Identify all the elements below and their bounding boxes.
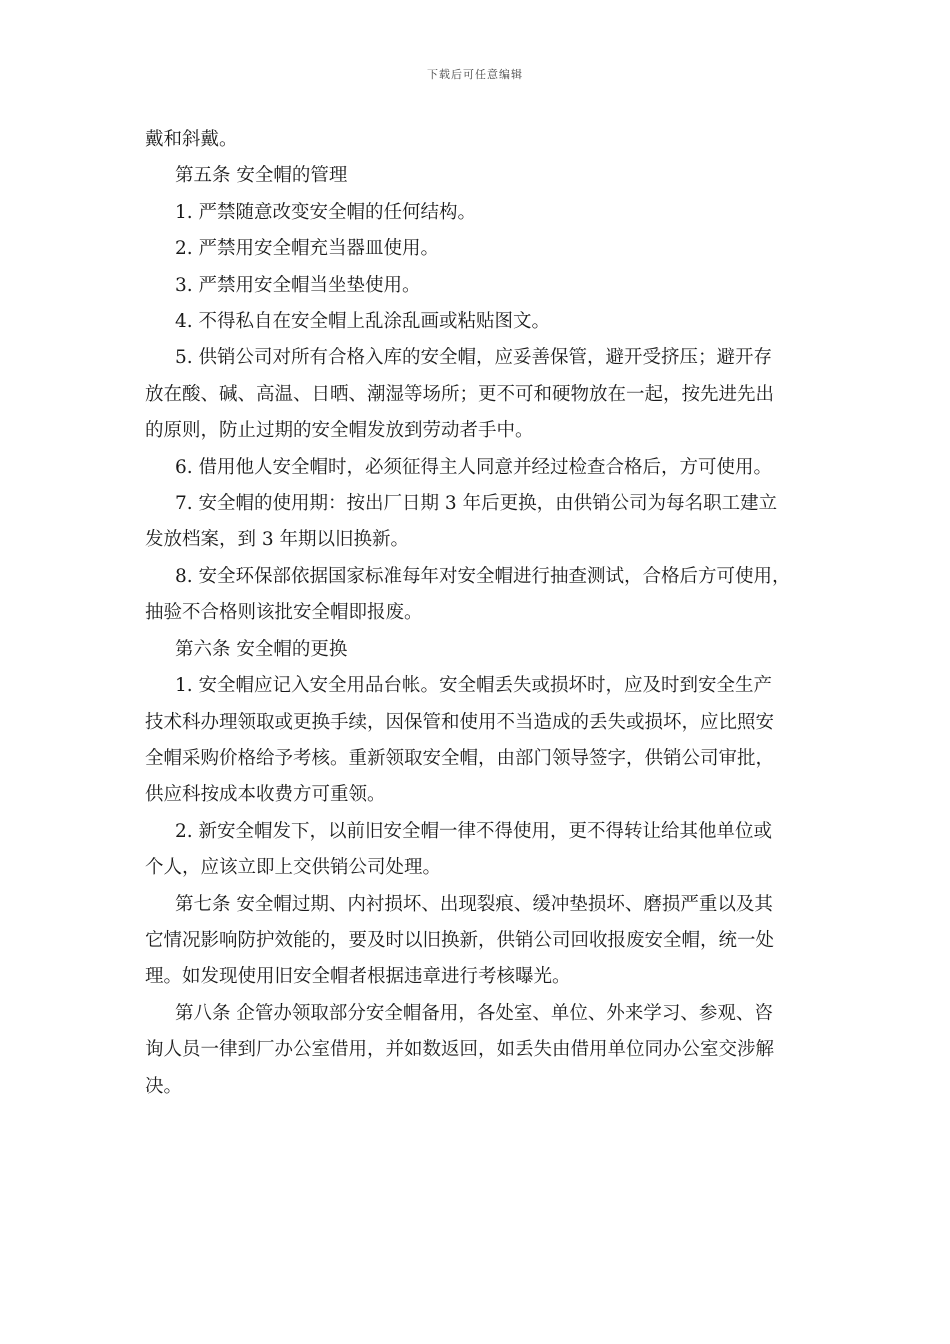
paragraph-p11 [145, 668, 825, 814]
paragraph-line: 2. 严禁用安全帽充当器皿使用。 [175, 238, 440, 260]
paragraph-line: 理。如发现使用旧安全帽者根据违章进行考核曝光。 [145, 966, 571, 988]
paragraph-p2 [145, 195, 825, 231]
paragraph-p13 [145, 887, 825, 996]
paragraph-line: 7. 安全帽的使用期：按出厂日期 3 年后更换，由供销公司为每名职工建立 [175, 493, 778, 515]
paragraph-line: 决。 [145, 1075, 183, 1097]
paragraph-line: 1. 严禁随意改变安全帽的任何结构。 [175, 201, 477, 223]
paragraph-line: 全帽采购价格给予考核。重新领取安全帽，由部门领导签字，供销公司审批， [145, 747, 775, 769]
paragraph-line: 第八条 企管办领取部分安全帽备用，各处室、单位、外来学习、参观、咨 [175, 1002, 773, 1024]
document-body [145, 122, 825, 1105]
paragraph-p5 [145, 304, 825, 340]
paragraph-p3 [145, 231, 825, 267]
paragraph-line: 戴和斜戴。 [145, 129, 238, 150]
paragraph-line: 2. 新安全帽发下，以前旧安全帽一律不得使用，更不得转让给其他单位或 [175, 820, 773, 842]
paragraph-line: 抽验不合格则该批安全帽即报废。 [145, 602, 423, 624]
paragraph-line: 的原则，防止过期的安全帽发放到劳动者手中。 [145, 420, 534, 442]
paragraph-p7 [145, 450, 825, 486]
paragraph-line: 8. 安全环保部依据国家标准每年对安全帽进行抽查测试，合格后方可使用， [175, 565, 791, 587]
paragraph-p0 [145, 122, 825, 158]
paragraph-p4 [145, 268, 825, 304]
paragraph-p14 [145, 996, 825, 1105]
paragraph-line: 它情况影响防护效能的，要及时以旧换新，供销公司回收报废安全帽，统一处 [145, 929, 775, 951]
paragraph-line: 第五条 安全帽的管理 [175, 165, 348, 187]
paragraph-p10 [145, 632, 825, 668]
paragraph-line: 4. 不得私自在安全帽上乱涂乱画或粘贴图文。 [175, 311, 551, 333]
paragraph-p6 [145, 340, 825, 449]
page-header: 下载后可任意编辑 [427, 68, 523, 81]
paragraph-line: 6. 借用他人安全帽时，必须征得主人同意并经过检查合格后，方可使用。 [175, 456, 773, 478]
paragraph-line: 放在酸、碱、高温、日晒、潮湿等场所；更不可和硬物放在一起，按先进先出 [145, 383, 775, 405]
paragraph-p12 [145, 814, 825, 887]
paragraph-line: 供应科按成本收费方可重领。 [145, 784, 386, 806]
paragraph-p9 [145, 559, 825, 632]
paragraph-line: 5. 供销公司对所有合格入库的安全帽，应妥善保管，避开受挤压；避开存 [175, 347, 773, 369]
paragraph-line: 3. 严禁用安全帽当坐垫使用。 [175, 274, 421, 296]
paragraph-p1 [145, 158, 825, 194]
paragraph-line: 第七条 安全帽过期、内衬损坏、出现裂痕、缓冲垫损坏、磨损严重以及其 [175, 893, 773, 915]
paragraph-line: 1. 安全帽应记入安全用品台帐。安全帽丢失或损坏时，应及时到安全生产 [175, 675, 773, 697]
paragraph-line: 询人员一律到厂办公室借用，并如数返回，如丢失由借用单位同办公室交涉解 [145, 1039, 775, 1061]
paragraph-line: 个人，应该立即上交供销公司处理。 [145, 857, 442, 879]
paragraph-line: 第六条 安全帽的更换 [175, 638, 348, 660]
paragraph-p8 [145, 486, 825, 559]
paragraph-line: 发放档案，到 3 年期以旧换新。 [145, 529, 410, 551]
paragraph-line: 技术科办理领取或更换手续，因保管和使用不当造成的丢失或损坏，应比照安 [145, 711, 775, 733]
